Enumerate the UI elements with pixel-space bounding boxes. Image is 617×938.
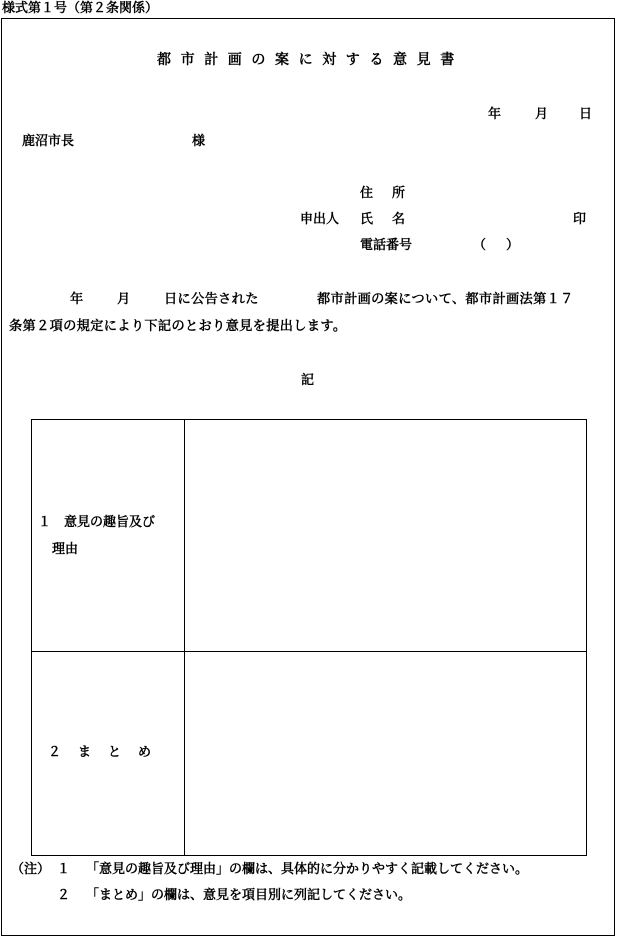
addressee-honorific: 様: [192, 134, 206, 149]
addressee-mayor: 鹿沼市長: [22, 134, 75, 149]
row1-label-line1: １ 意見の趣旨及び: [38, 515, 156, 530]
summary-field[interactable]: [184, 652, 585, 855]
row1-label-line2: 理由: [52, 542, 79, 557]
ki-heading: 記: [301, 373, 315, 388]
date-day: 日: [579, 107, 593, 122]
applicant-label: 申出人: [300, 212, 340, 227]
body-month: 月: [117, 292, 131, 307]
row2-label: ２ ま と め: [48, 745, 154, 760]
note1-text: 「意見の趣旨及び理由」の欄は、具体的に分かりやすく記載してください。: [86, 862, 529, 877]
body-day-text: 日に公告された: [164, 292, 259, 307]
note1-number: １: [57, 862, 71, 877]
body-line1-rest: 都市計画の案について、都市計画法第１７: [317, 292, 574, 307]
address-label: 住 所: [360, 186, 409, 201]
opinion-field[interactable]: [184, 420, 585, 650]
body-year: 年: [70, 292, 84, 307]
phone-paren-open: （: [473, 238, 487, 253]
seal-mark: 印: [573, 212, 587, 227]
notes-prefix: （注）: [11, 862, 51, 877]
form-label: 様式第１号（第２条関係）: [2, 1, 159, 16]
date-month: 月: [535, 107, 549, 122]
body-line2: 条第２項の規定により下記のとおり意見を提出します。: [9, 319, 347, 334]
date-year: 年: [488, 107, 502, 122]
phone-paren-close: ）: [506, 238, 520, 253]
phone-label: 電話番号: [360, 238, 413, 253]
name-label: 氏 名: [360, 212, 409, 227]
note2-text: 「まとめ」の欄は、意見を項目別に列記してください。: [86, 888, 412, 903]
note2-number: ２: [57, 888, 71, 903]
page-title: 都市計画の案に対する意見書: [157, 52, 464, 68]
